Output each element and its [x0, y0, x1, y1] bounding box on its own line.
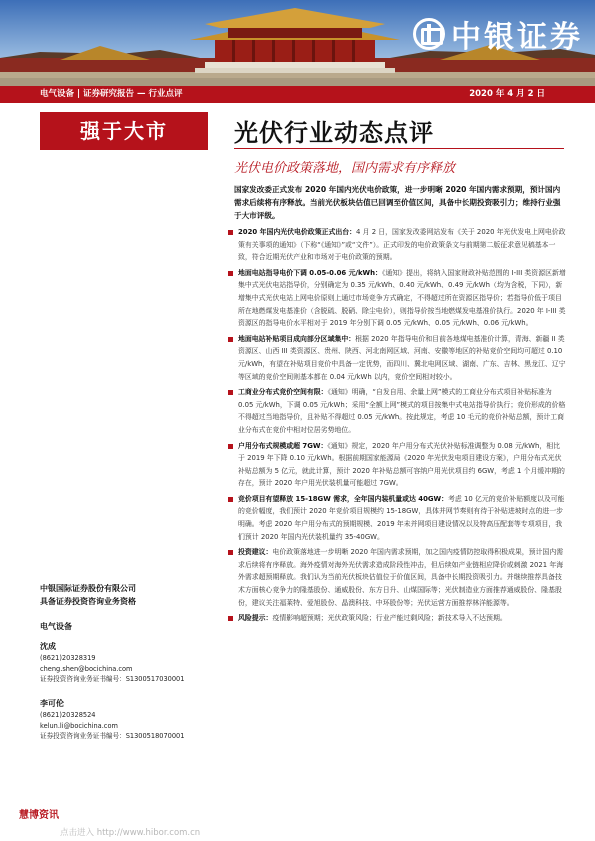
analyst-certificate: 证券投资咨询业务证书编号：S1300518070001 [40, 732, 185, 740]
report-title: 光伏行业动态点评 [234, 118, 434, 147]
key-points-list [228, 226, 566, 628]
company-name: 中银国际证券股份有限公司 [40, 584, 136, 593]
key-point-text: 电价政策落地进一步明晰 2020 年国内需求预期，加之国内疫情防控取得积极成果，预计国内需求后续将有序释放。海外疫情对海外光伏需求造成阶段性冲击，但后续如产业链相应降价或刺激 2021 年海外需求超预期释放。我们认为当前光伏板块估值位于价值区间，具备中长期投资吸引力。并继续推荐具备技术方面核心竞争力的隆基股份、通威股份、东方日升、山煤国际等；光伏制造业方面推荐通威股份、隆基股份，建议关注福莱特、爱旭股份、晶澳科技、中环股份等；光伏运营方面推荐林洋能源等。 [238, 548, 564, 607]
analyst-name: 李可伦 [40, 699, 64, 708]
summary-paragraph: 国家发改委正式发布 2020 年国内光伏电价政策，进一步明晰 2020 年国内需求预期，预计国内需求后续将有序释放。当前光伏板块估值已回调至价值区间，具备中长期投资吸引力；维持行业强于大市评级。 [234, 185, 561, 220]
key-point-lead: 2020 年国内光伏电价政策正式出台： [238, 228, 357, 236]
brand-name: 中银证券 [451, 20, 583, 55]
analyst-email[interactable]: kelun.li@bocichina.com [40, 721, 118, 730]
key-point-lead: 风险提示： [238, 614, 273, 623]
key-point-text: 《通知》规定，2020 年户用分布式光伏补贴标准调整为 0.08 元/kWh，相比于 2019 年下降 0.10 元/kWh。根据前期国家能源局《2020 年光伏发电项目建设方案》，户用分布式光伏补贴总额为 5 亿元，就此计算，预计 2020 年补贴总额可容纳户用光伏项目约 6GW，考虑 1 个月缓冲期的存在，预计 2020 年户用光伏装机量可能超过 7GW。 [238, 441, 565, 488]
report-category: 电气设备 | 证券研究报告 — 行业点评 [40, 89, 183, 99]
header-banner [0, 0, 595, 86]
key-point [228, 612, 566, 625]
report-subtitle: 光伏电价政策落地，国内需求有序释放 [234, 161, 456, 176]
key-point-text: 根据 2020 年指导电价和目前各地煤电基准价计算，青海、新疆 II 类资源区、山西 III 类资源区、贵州、陕西、河北南网区域、河南、安徽等地区的补贴竞价空间均可超过 0.10 元/kWh，有望在补贴项目竞价中具备一定优势，而四川、冀北电网区域、湖南、广东、吉林、黑龙江、辽宁等区域的竞价空间则基本都在 0.04 元/kWh 以内，竞价空间相对较小。 [238, 334, 566, 381]
watermark-link[interactable]: 点击进入 http://www.hibor.com.cn [60, 828, 201, 838]
analyst-phone: (8621)20328319 [40, 654, 96, 662]
key-point-text: 《通知》提出，将纳入国家财政补贴范围的 I-III 类资源区新增集中式光伏电站指导价，分别确定为 0.35 元/kWh、0.40 元/kWh、0.49 元/kWh（均为含税，下同），新增集中式光伏电站上网电价原则上通过市场竞争方式确定，不得超过所在资源区指导价；若指导价低于项目所在地燃煤发电基准价（含脱硫、脱硝、除尘电价），则指导价按当地燃煤发电基准价执行。2020 年 I-III 类资源区的指导电价水平相对于 2019 年分别下调 0.05 元/kWh、0.05 元/kWh、0.06 元/kWh。 [238, 268, 566, 328]
analyst-email[interactable]: cheng.shen@bocichina.com [40, 664, 133, 673]
key-point-text: 考虑 10 亿元的竞价补贴额度以及可能的竞价幅度，我们预计 2020 年竞价项目规模约 15-18GW，具体并网节奏则有待于补贴进坡时点的进一步明确。考虑 2020 年户用分布式的预期规模、2019 年未并网项目建设情况以及特高压配套等专项项目，我们预计 2020 年国内光伏装机量约 35-40GW。 [238, 494, 565, 541]
bank-of-china-logo-icon [413, 18, 445, 50]
sector-label: 电气设备 [40, 622, 72, 631]
brand-lockup [413, 12, 583, 56]
report-info-bar [0, 86, 595, 103]
key-point [228, 440, 566, 490]
key-point-lead: 竞价项目有望释放 15-18GW 需求，全年国内装机量或达 40GW： [238, 494, 449, 503]
key-point [228, 493, 566, 543]
key-point-lead: 地面电站指导电价下调 0.05-0.06 元/kWh： [238, 268, 382, 277]
key-point-lead: 户用分布式规模或超 7GW： [238, 441, 328, 450]
rating-badge: 强于大市 [40, 112, 208, 150]
analyst-name: 沈成 [40, 642, 56, 651]
key-point-lead: 工商业分布式竞价空间有限： [238, 388, 328, 397]
footer-watermark [0, 798, 595, 841]
key-point [228, 333, 566, 383]
key-point-text: 4 月 2 日，国家发改委网站发布《关于 2020 年光伏发电上网电价政策有关事项的通知》（下称“《通知》”或“文件”）。正式印发的电价政策条文与前期第二版征求意见稿基本一致，符合近期光伏产业和市场对于电价政策的预期。 [238, 228, 566, 262]
key-point [228, 226, 566, 264]
analyst-card [40, 698, 184, 742]
key-point [228, 386, 566, 436]
company-qualification: 具备证券投资咨询业务资格 [40, 597, 136, 606]
key-point-lead: 地面电站补贴项目成向部分区域集中： [238, 334, 356, 343]
analyst-card [40, 641, 184, 685]
key-point-text: 疫情影响超预期；光伏政策风险；行业产能过剩风险；新技术导入不达预期。 [272, 614, 507, 623]
analyst-certificate: 证券投资咨询业务证书编号：S1300517030001 [40, 675, 185, 683]
company-info [40, 582, 136, 608]
report-date: 2020 年 4 月 2 日 [469, 89, 545, 99]
watermark-brand: 慧博资讯 [19, 810, 59, 821]
title-divider [234, 148, 564, 149]
key-point-text: 《通知》明确，“自发自用、余量上网”模式的工商业分布式项目补贴标准为 0.05 元/kWh，下调 0.05 元/kWh；采用“全额上网”模式的项目按集中式电站指导价执行；竞价形成的价格不得超过当地指导价，且补贴不得超过 0.05 元/kWh。按此规定，考虑 10 毛元的竞价补贴总额，预计工商业分布式在竞价中相对位居劣势地位。 [238, 388, 566, 434]
analyst-phone: (8621)20328524 [40, 711, 96, 719]
key-point-lead: 投资建议： [238, 548, 273, 557]
key-point [228, 267, 566, 330]
key-point [228, 546, 566, 609]
